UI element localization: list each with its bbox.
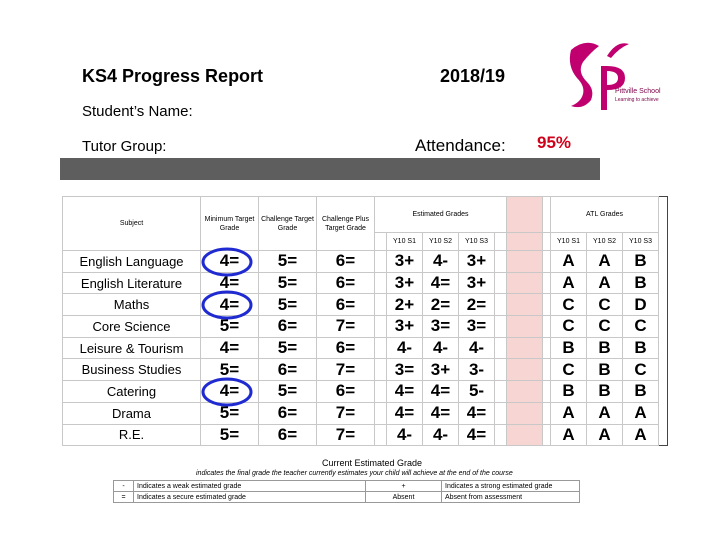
logo-school-name: Pittville School xyxy=(615,88,661,95)
atl-s2-cell: B xyxy=(587,359,623,381)
est-s1-cell: 3+ xyxy=(387,316,423,338)
atl-s3-cell: B xyxy=(623,272,659,294)
est-s3-cell: 4= xyxy=(459,402,495,424)
est-s1-cell: 3+ xyxy=(387,272,423,294)
subject-cell: Core Science xyxy=(63,316,201,338)
gap-cell xyxy=(495,359,507,381)
atl-s1-cell: A xyxy=(551,251,587,273)
est-s3-cell: 3+ xyxy=(459,251,495,273)
attendance-label: Attendance: xyxy=(415,136,506,155)
pink-spacer xyxy=(507,424,543,446)
challenge-plus-grade-cell: 6= xyxy=(317,337,375,359)
key-description: Indicates a strong estimated grade xyxy=(442,481,580,492)
pink-spacer xyxy=(507,381,543,403)
header-subject: Subject xyxy=(63,197,201,251)
key-symbol: - xyxy=(114,481,134,492)
gap-cell xyxy=(543,233,551,251)
pink-spacer xyxy=(507,294,543,316)
atl-s2-cell: C xyxy=(587,294,623,316)
gap-cell xyxy=(495,381,507,403)
key-symbol: + xyxy=(366,481,442,492)
pink-spacer xyxy=(507,337,543,359)
atl-col-3: Y10 S3 xyxy=(623,233,659,251)
atl-s3-cell: C xyxy=(623,316,659,338)
est-s1-cell: 2+ xyxy=(387,294,423,316)
gap-cell xyxy=(375,359,387,381)
table-row xyxy=(63,294,659,316)
atl-s3-cell: B xyxy=(623,381,659,403)
gap-cell xyxy=(495,251,507,273)
challenge-plus-grade-cell: 6= xyxy=(317,272,375,294)
current-grade-note: indicates the final grade the teacher currently estimates your child will achieve at the end of the course xyxy=(196,470,513,477)
challenge-grade-cell: 5= xyxy=(259,272,317,294)
gap-cell xyxy=(543,251,551,273)
header-band xyxy=(60,158,600,180)
est-s3-cell: 5- xyxy=(459,381,495,403)
header-challenge-plus: Challenge Plus Target Grade xyxy=(317,197,375,251)
school-logo xyxy=(563,36,663,116)
atl-col-2: Y10 S2 xyxy=(587,233,623,251)
atl-s1-cell: B xyxy=(551,381,587,403)
logo-swirl-icon xyxy=(570,43,599,107)
minimum-grade-cell: 4= xyxy=(201,381,259,403)
est-col-2: Y10 S2 xyxy=(423,233,459,251)
atl-s2-cell: A xyxy=(587,424,623,446)
est-s1-cell: 3+ xyxy=(387,251,423,273)
header-estimated: Estimated Grades xyxy=(375,197,507,233)
est-s2-cell: 4= xyxy=(423,402,459,424)
atl-s2-cell: A xyxy=(587,402,623,424)
grade-key xyxy=(113,480,580,503)
key-symbol: = xyxy=(114,492,134,503)
gap-cell xyxy=(375,294,387,316)
challenge-grade-cell: 5= xyxy=(259,381,317,403)
est-s2-cell: 4- xyxy=(423,337,459,359)
atl-s3-cell: B xyxy=(623,337,659,359)
logo-tagline: Learning to achieve xyxy=(615,97,659,103)
pink-spacer xyxy=(507,316,543,338)
key-row xyxy=(114,481,580,492)
atl-s3-cell: D xyxy=(623,294,659,316)
challenge-plus-grade-cell: 7= xyxy=(317,316,375,338)
gap-cell xyxy=(543,381,551,403)
est-s1-cell: 4- xyxy=(387,424,423,446)
est-s1-cell: 4- xyxy=(387,337,423,359)
challenge-grade-cell: 5= xyxy=(259,337,317,359)
est-s3-cell: 4- xyxy=(459,337,495,359)
gap-cell xyxy=(495,337,507,359)
subject-cell: Maths xyxy=(63,294,201,316)
gap-cell xyxy=(543,197,551,233)
est-s3-cell: 3= xyxy=(459,316,495,338)
minimum-grade-cell: 5= xyxy=(201,402,259,424)
gap-cell xyxy=(375,424,387,446)
report-title: KS4 Progress Report xyxy=(82,66,264,86)
table-row xyxy=(63,402,659,424)
atl-s2-cell: C xyxy=(587,316,623,338)
est-col-1: Y10 S1 xyxy=(387,233,423,251)
gap-cell xyxy=(543,402,551,424)
attendance-value: 95% xyxy=(537,133,572,152)
atl-col-1: Y10 S1 xyxy=(551,233,587,251)
challenge-plus-grade-cell: 7= xyxy=(317,424,375,446)
gap-cell xyxy=(543,272,551,294)
atl-s3-cell: C xyxy=(623,359,659,381)
est-s1-cell: 3= xyxy=(387,359,423,381)
atl-s2-cell: B xyxy=(587,381,623,403)
atl-s2-cell: A xyxy=(587,272,623,294)
gap-cell xyxy=(375,316,387,338)
minimum-grade-cell: 5= xyxy=(201,424,259,446)
gap-cell xyxy=(375,381,387,403)
current-grade-title: Current Estimated Grade xyxy=(322,458,423,468)
table-row xyxy=(63,381,659,403)
header-minimum: Minimum Target Grade xyxy=(201,197,259,251)
gap-cell xyxy=(543,337,551,359)
gap-cell xyxy=(375,251,387,273)
minimum-grade-cell: 4= xyxy=(201,294,259,316)
key-row xyxy=(114,492,580,503)
minimum-grade-cell: 4= xyxy=(201,272,259,294)
key-description: Indicates a weak estimated grade xyxy=(134,481,366,492)
atl-s2-cell: A xyxy=(587,251,623,273)
table-row xyxy=(63,337,659,359)
est-s1-cell: 4= xyxy=(387,402,423,424)
challenge-plus-grade-cell: 6= xyxy=(317,251,375,273)
table-row xyxy=(63,359,659,381)
est-s2-cell: 3= xyxy=(423,316,459,338)
table-row xyxy=(63,251,659,273)
gap-cell xyxy=(495,316,507,338)
gap-cell xyxy=(495,272,507,294)
gap-cell xyxy=(495,233,507,251)
est-s1-cell: 4= xyxy=(387,381,423,403)
gap-cell xyxy=(543,359,551,381)
subject-cell: Leisure & Tourism xyxy=(63,337,201,359)
atl-s3-cell: A xyxy=(623,424,659,446)
challenge-grade-cell: 5= xyxy=(259,251,317,273)
pink-spacer xyxy=(507,251,543,273)
pink-spacer xyxy=(507,272,543,294)
header-atl: ATL Grades xyxy=(551,197,659,233)
table-row xyxy=(63,424,659,446)
atl-s1-cell: B xyxy=(551,337,587,359)
minimum-grade-cell: 4= xyxy=(201,337,259,359)
atl-s1-cell: C xyxy=(551,316,587,338)
challenge-plus-grade-cell: 7= xyxy=(317,359,375,381)
gap-cell xyxy=(375,272,387,294)
est-s3-cell: 3- xyxy=(459,359,495,381)
atl-s3-cell: B xyxy=(623,251,659,273)
est-s2-cell: 4= xyxy=(423,381,459,403)
challenge-plus-grade-cell: 7= xyxy=(317,402,375,424)
atl-s1-cell: A xyxy=(551,272,587,294)
est-s2-cell: 2= xyxy=(423,294,459,316)
challenge-grade-cell: 6= xyxy=(259,424,317,446)
gap-cell xyxy=(495,402,507,424)
pink-spacer xyxy=(507,359,543,381)
subject-cell: R.E. xyxy=(63,424,201,446)
minimum-grade-cell: 5= xyxy=(201,359,259,381)
key-symbol: Absent xyxy=(366,492,442,503)
subject-cell: English Language xyxy=(63,251,201,273)
key-description: Indicates a secure estimated grade xyxy=(134,492,366,503)
atl-s2-cell: B xyxy=(587,337,623,359)
pink-spacer xyxy=(507,233,543,251)
table-row xyxy=(63,316,659,338)
est-s2-cell: 4- xyxy=(423,251,459,273)
subject-cell: Catering xyxy=(63,381,201,403)
header-challenge: Challenge Target Grade xyxy=(259,197,317,251)
est-s2-cell: 4- xyxy=(423,424,459,446)
est-col-3: Y10 S3 xyxy=(459,233,495,251)
atl-s1-cell: C xyxy=(551,359,587,381)
logo-petal-icon xyxy=(607,43,629,58)
challenge-grade-cell: 6= xyxy=(259,316,317,338)
gap-cell xyxy=(543,294,551,316)
pink-spacer xyxy=(507,402,543,424)
subject-cell: Business Studies xyxy=(63,359,201,381)
gap-cell xyxy=(543,316,551,338)
atl-s1-cell: A xyxy=(551,424,587,446)
atl-s1-cell: A xyxy=(551,402,587,424)
subject-cell: Drama xyxy=(63,402,201,424)
atl-s1-cell: C xyxy=(551,294,587,316)
gap-cell xyxy=(543,424,551,446)
minimum-grade-cell: 4= xyxy=(201,251,259,273)
challenge-grade-cell: 5= xyxy=(259,294,317,316)
subject-cell: English Literature xyxy=(63,272,201,294)
student-name-label: Student’s Name: xyxy=(82,103,193,120)
challenge-plus-grade-cell: 6= xyxy=(317,381,375,403)
report-year: 2018/19 xyxy=(440,66,506,86)
est-s3-cell: 2= xyxy=(459,294,495,316)
table-row xyxy=(63,272,659,294)
key-description: Absent from assessment xyxy=(442,492,580,503)
gap-cell xyxy=(375,337,387,359)
gap-cell xyxy=(375,233,387,251)
atl-s3-cell: A xyxy=(623,402,659,424)
gap-cell xyxy=(495,294,507,316)
est-s3-cell: 4= xyxy=(459,424,495,446)
est-s2-cell: 4= xyxy=(423,272,459,294)
challenge-grade-cell: 6= xyxy=(259,359,317,381)
challenge-plus-grade-cell: 6= xyxy=(317,294,375,316)
minimum-grade-cell: 5= xyxy=(201,316,259,338)
tutor-group-label: Tutor Group: xyxy=(82,138,167,155)
challenge-grade-cell: 6= xyxy=(259,402,317,424)
est-s2-cell: 3+ xyxy=(423,359,459,381)
gap-cell xyxy=(495,424,507,446)
progress-table xyxy=(62,196,659,446)
est-s3-cell: 3+ xyxy=(459,272,495,294)
gap-cell xyxy=(375,402,387,424)
pink-spacer xyxy=(507,197,543,233)
